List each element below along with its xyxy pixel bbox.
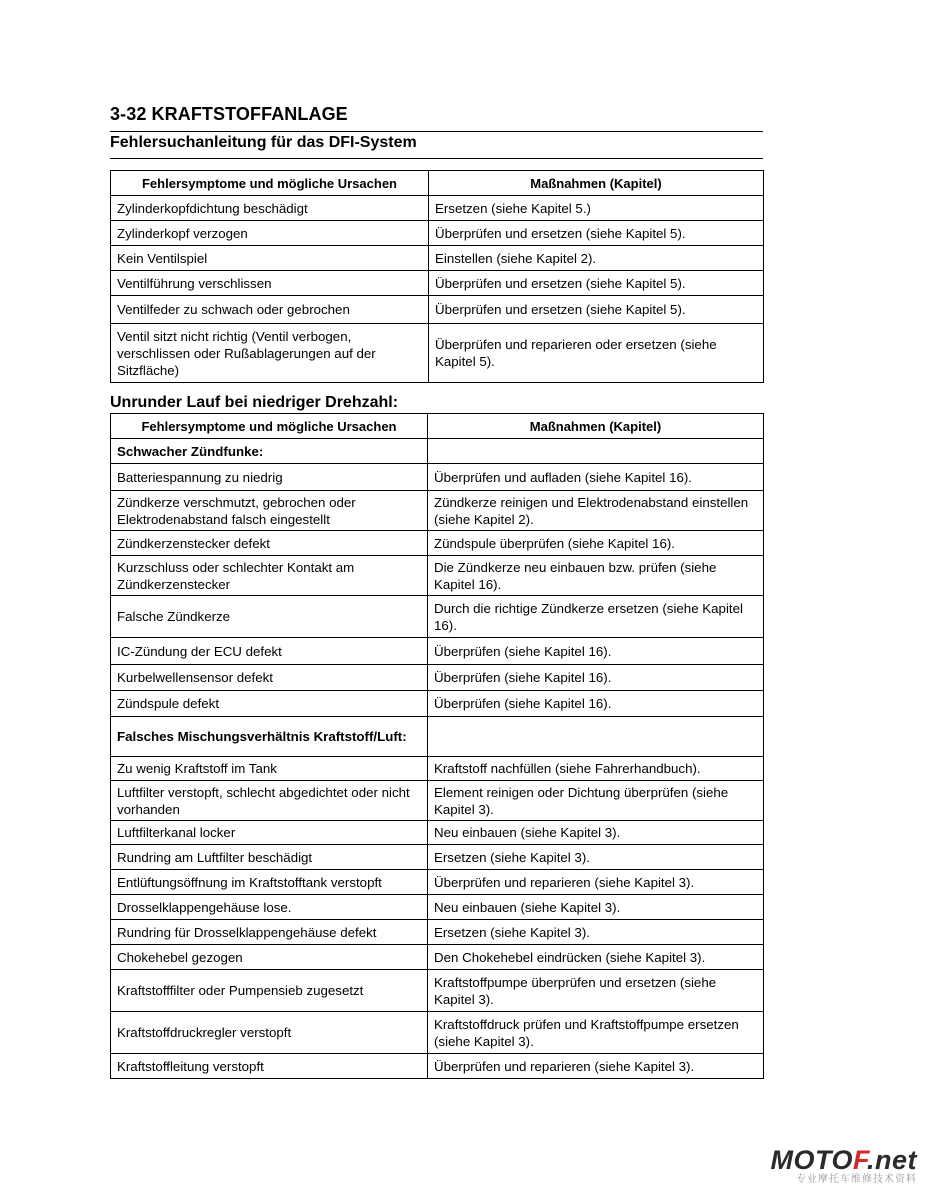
action-cell: Überprüfen und reparieren oder ersetzen (siehe Kapitel 5).: [429, 324, 764, 383]
cause-cell: Ventilführung verschlissen: [111, 271, 429, 296]
action-cell: Durch die richtige Zündkerze ersetzen (siehe Kapitel 16).: [428, 596, 764, 638]
table-row: [111, 556, 764, 596]
cause-cell: Drosselklappengehäuse lose.: [111, 895, 428, 920]
table-row: [111, 296, 764, 324]
action-cell: Kraftstoffpumpe überprüfen und ersetzen (siehe Kapitel 3).: [428, 970, 764, 1012]
troubleshooting-table-1: [110, 170, 764, 383]
action-cell: Ersetzen (siehe Kapitel 3).: [428, 845, 764, 870]
troubleshooting-table-2: [110, 413, 764, 1079]
table-row: [111, 491, 764, 531]
cause-cell: Rundring für Drosselklappengehäuse defekt: [111, 920, 428, 945]
cause-cell: Ventil sitzt nicht richtig (Ventil verbogen, verschlissen oder Rußablagerungen auf der Sitzfläche): [111, 324, 429, 383]
subtitle-divider: [110, 158, 763, 159]
table-row: [111, 531, 764, 556]
table-row: [111, 970, 764, 1012]
watermark-brand-suffix: .net: [866, 1145, 917, 1175]
table-row: [111, 781, 764, 821]
table-row: [111, 945, 764, 970]
cause-cell: Rundring am Luftfilter beschädigt: [111, 845, 428, 870]
cause-cell: IC-Zündung der ECU defekt: [111, 638, 428, 665]
table-row: [111, 246, 764, 271]
table-row: [111, 596, 764, 638]
cause-cell: Kraftstoffdruckregler verstopft: [111, 1012, 428, 1054]
cause-cell: Schwacher Zündfunke:: [111, 439, 428, 464]
action-cell: Überprüfen (siehe Kapitel 16).: [428, 638, 764, 665]
table-row: [111, 920, 764, 945]
action-cell: Neu einbauen (siehe Kapitel 3).: [428, 821, 764, 845]
action-cell: Ersetzen (siehe Kapitel 5.): [429, 196, 764, 221]
table-row: [111, 638, 764, 665]
cause-cell: Batteriespannung zu niedrig: [111, 464, 428, 491]
cause-cell: Zylinderkopfdichtung beschädigt: [111, 196, 429, 221]
table-row: [111, 221, 764, 246]
cause-cell: Zündkerze verschmutzt, gebrochen oder Elektrodenabstand falsch eingestellt: [111, 491, 428, 531]
cause-cell: Zylinderkopf verzogen: [111, 221, 429, 246]
column-header: Fehlersymptome und mögliche Ursachen: [111, 414, 428, 439]
watermark-brand: [770, 1146, 917, 1174]
page-title: 3-32 KRAFTSTOFFANLAGE: [110, 104, 348, 124]
cause-cell: Zündspule defekt: [111, 691, 428, 717]
cause-cell: Ventilfeder zu schwach oder gebrochen: [111, 296, 429, 324]
cause-cell: Chokehebel gezogen: [111, 945, 428, 970]
section-heading-rough-idle: Unrunder Lauf bei niedriger Drehzahl:: [110, 394, 399, 411]
table-row: [111, 1012, 764, 1054]
action-cell: Überprüfen und ersetzen (siehe Kapitel 5).: [429, 296, 764, 324]
table-row: [111, 665, 764, 691]
action-cell: Zündspule überprüfen (siehe Kapitel 16).: [428, 531, 764, 556]
cause-cell: Falsches Mischungsverhältnis Kraftstoff/Luft:: [111, 717, 428, 757]
table-row: [111, 895, 764, 920]
column-header: Fehlersymptome und mögliche Ursachen: [111, 171, 429, 196]
action-cell: Überprüfen und reparieren (siehe Kapitel 3).: [428, 1054, 764, 1079]
watermark-brand-main: MOTO: [770, 1145, 853, 1175]
table-row: [111, 1054, 764, 1079]
action-cell: [428, 717, 764, 757]
table-row: [111, 464, 764, 491]
action-cell: Kraftstoff nachfüllen (siehe Fahrerhandbuch).: [428, 757, 764, 781]
column-header: Maßnahmen (Kapitel): [428, 414, 764, 439]
column-header: Maßnahmen (Kapitel): [429, 171, 764, 196]
action-cell: Überprüfen und ersetzen (siehe Kapitel 5).: [429, 221, 764, 246]
cause-cell: Kraftstofffilter oder Pumpensieb zugesetzt: [111, 970, 428, 1012]
cause-cell: Kurzschluss oder schlechter Kontakt am Zündkerzenstecker: [111, 556, 428, 596]
cause-cell: Luftfilterkanal locker: [111, 821, 428, 845]
watermark-brand-accent: F: [852, 1145, 867, 1175]
action-cell: Einstellen (siehe Kapitel 2).: [429, 246, 764, 271]
action-cell: Den Chokehebel eindrücken (siehe Kapitel 3).: [428, 945, 764, 970]
action-cell: Überprüfen und reparieren (siehe Kapitel 3).: [428, 870, 764, 895]
cause-cell: Kraftstoffleitung verstopft: [111, 1054, 428, 1079]
action-cell: Überprüfen und ersetzen (siehe Kapitel 5).: [429, 271, 764, 296]
table-row: [111, 271, 764, 296]
table-row: [111, 757, 764, 781]
table-row: [111, 324, 764, 383]
action-cell: Ersetzen (siehe Kapitel 3).: [428, 920, 764, 945]
title-divider: [110, 131, 763, 132]
action-cell: Neu einbauen (siehe Kapitel 3).: [428, 895, 764, 920]
table-row: [111, 845, 764, 870]
cause-cell: Luftfilter verstopft, schlecht abgedichtet oder nicht vorhanden: [111, 781, 428, 821]
table-row: [111, 870, 764, 895]
action-cell: Die Zündkerze neu einbauen bzw. prüfen (siehe Kapitel 16).: [428, 556, 764, 596]
table-group-row: [111, 439, 764, 464]
watermark-logo: [770, 1146, 917, 1186]
cause-cell: Kein Ventilspiel: [111, 246, 429, 271]
action-cell: Überprüfen und aufladen (siehe Kapitel 16).: [428, 464, 764, 491]
action-cell: Kraftstoffdruck prüfen und Kraftstoffpumpe ersetzen (siehe Kapitel 3).: [428, 1012, 764, 1054]
table-group-row: [111, 717, 764, 757]
page-subtitle: Fehlersuchanleitung für das DFI-System: [110, 134, 417, 151]
action-cell: Zündkerze reinigen und Elektrodenabstand einstellen (siehe Kapitel 2).: [428, 491, 764, 531]
cause-cell: Kurbelwellensensor defekt: [111, 665, 428, 691]
cause-cell: Entlüftungsöffnung im Kraftstofftank verstopft: [111, 870, 428, 895]
cause-cell: Falsche Zündkerze: [111, 596, 428, 638]
table-row: [111, 691, 764, 717]
action-cell: Element reinigen oder Dichtung überprüfen (siehe Kapitel 3).: [428, 781, 764, 821]
action-cell: Überprüfen (siehe Kapitel 16).: [428, 691, 764, 717]
cause-cell: Zu wenig Kraftstoff im Tank: [111, 757, 428, 781]
table-header-row: [111, 414, 764, 439]
action-cell: [428, 439, 764, 464]
watermark-tagline: 专业摩托车维修技术资料: [796, 1174, 917, 1185]
table-row: [111, 821, 764, 845]
table-header-row: [111, 171, 764, 196]
cause-cell: Zündkerzenstecker defekt: [111, 531, 428, 556]
action-cell: Überprüfen (siehe Kapitel 16).: [428, 665, 764, 691]
table-row: [111, 196, 764, 221]
